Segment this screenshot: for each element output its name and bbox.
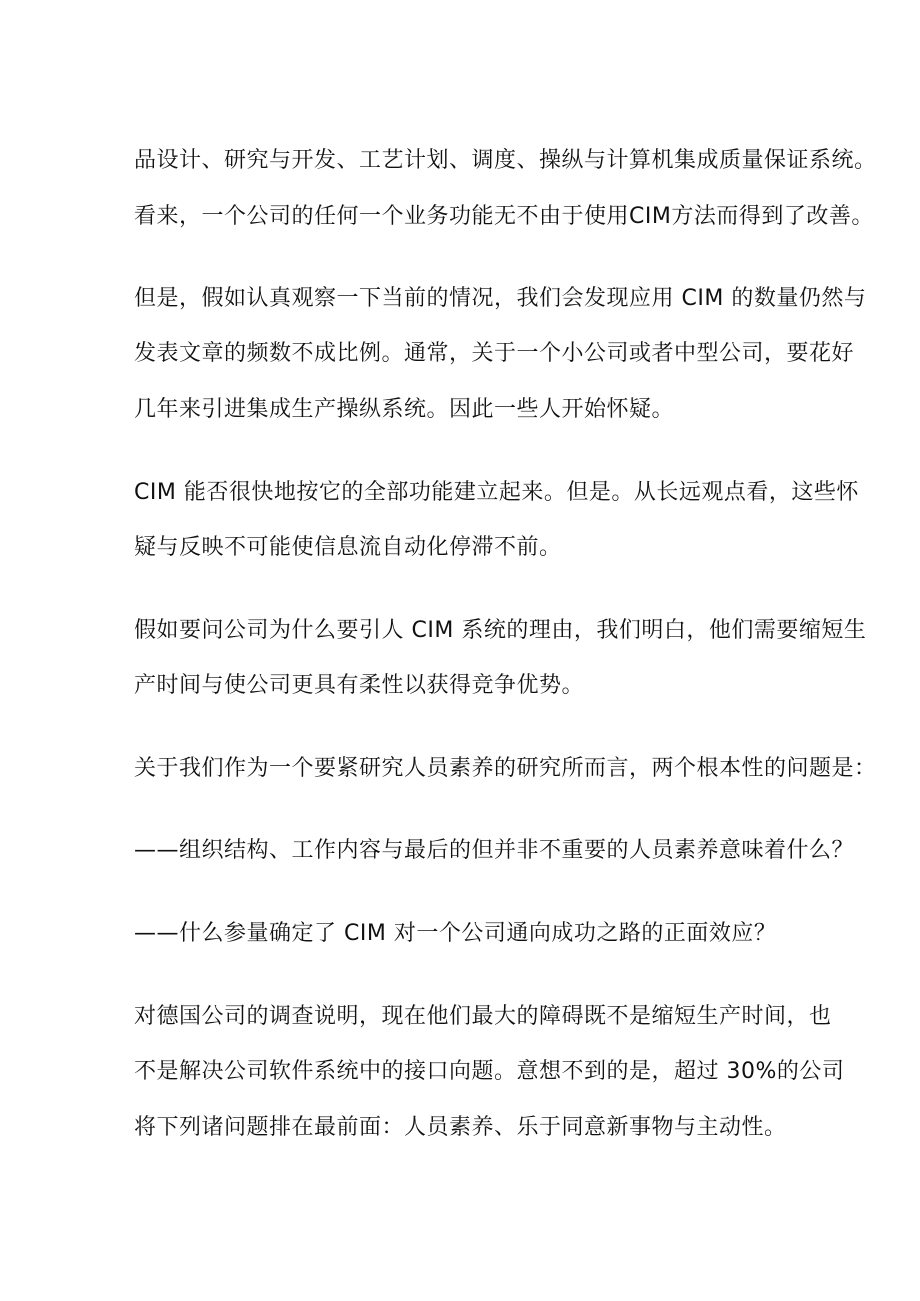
text-line: 几年来引进集成生产操纵系统。因此一些人开始怀疑。 bbox=[134, 397, 675, 422]
text-line: 关于我们作为一个要紧研究人员素养的研究所而言，两个根本性的问题是： bbox=[134, 756, 877, 781]
text-line: 产时间与使公司更具有柔性以获得竞争优势。 bbox=[134, 673, 585, 698]
text-line: 但是，假如认真观察一下当前的情况，我们会发现应用 CIM 的数量仍然与 bbox=[134, 286, 867, 311]
text-line: 不是解决公司软件系统中的接口向题。意想不到的是，超过 30%的公司 bbox=[134, 1059, 845, 1084]
text-line: 将下列诸问题排在最前面：人员素养、乐于同意新事物与主动性。 bbox=[134, 1115, 787, 1140]
text-line: 看来，一个公司的任何一个业务功能无不由于使用CIM方法而得到了改善。 bbox=[134, 204, 874, 229]
text-line: ——什么参量确定了 CIM 对一个公司通向成功之路的正面效应？ bbox=[134, 921, 777, 946]
text-line: CIM 能否很快地按它的全部功能建立起来。但是。从长远观点看，这些怀 bbox=[134, 480, 859, 505]
text-line: 发表文章的频数不成比例。通常，关于一个小公司或者中型公司，要花好 bbox=[134, 341, 855, 366]
text-line: 疑与反映不可能使信息流自动化停滞不前。 bbox=[134, 535, 562, 560]
text-line: 品设计、研究与开发、工艺计划、调度、操纵与计算机集成质量保证系统。 bbox=[134, 148, 877, 173]
text-line: 假如要问公司为什么要引人 CIM 系统的理由，我们明白，他们需要缩短生 bbox=[134, 618, 867, 643]
text-line: ——组织结构、工作内容与最后的但并非不重要的人员素养意味着什么？ bbox=[134, 838, 855, 863]
text-line: 对德国公司的调查说明，现在他们最大的障碍既不是缩短生产时间，也 bbox=[134, 1004, 832, 1029]
